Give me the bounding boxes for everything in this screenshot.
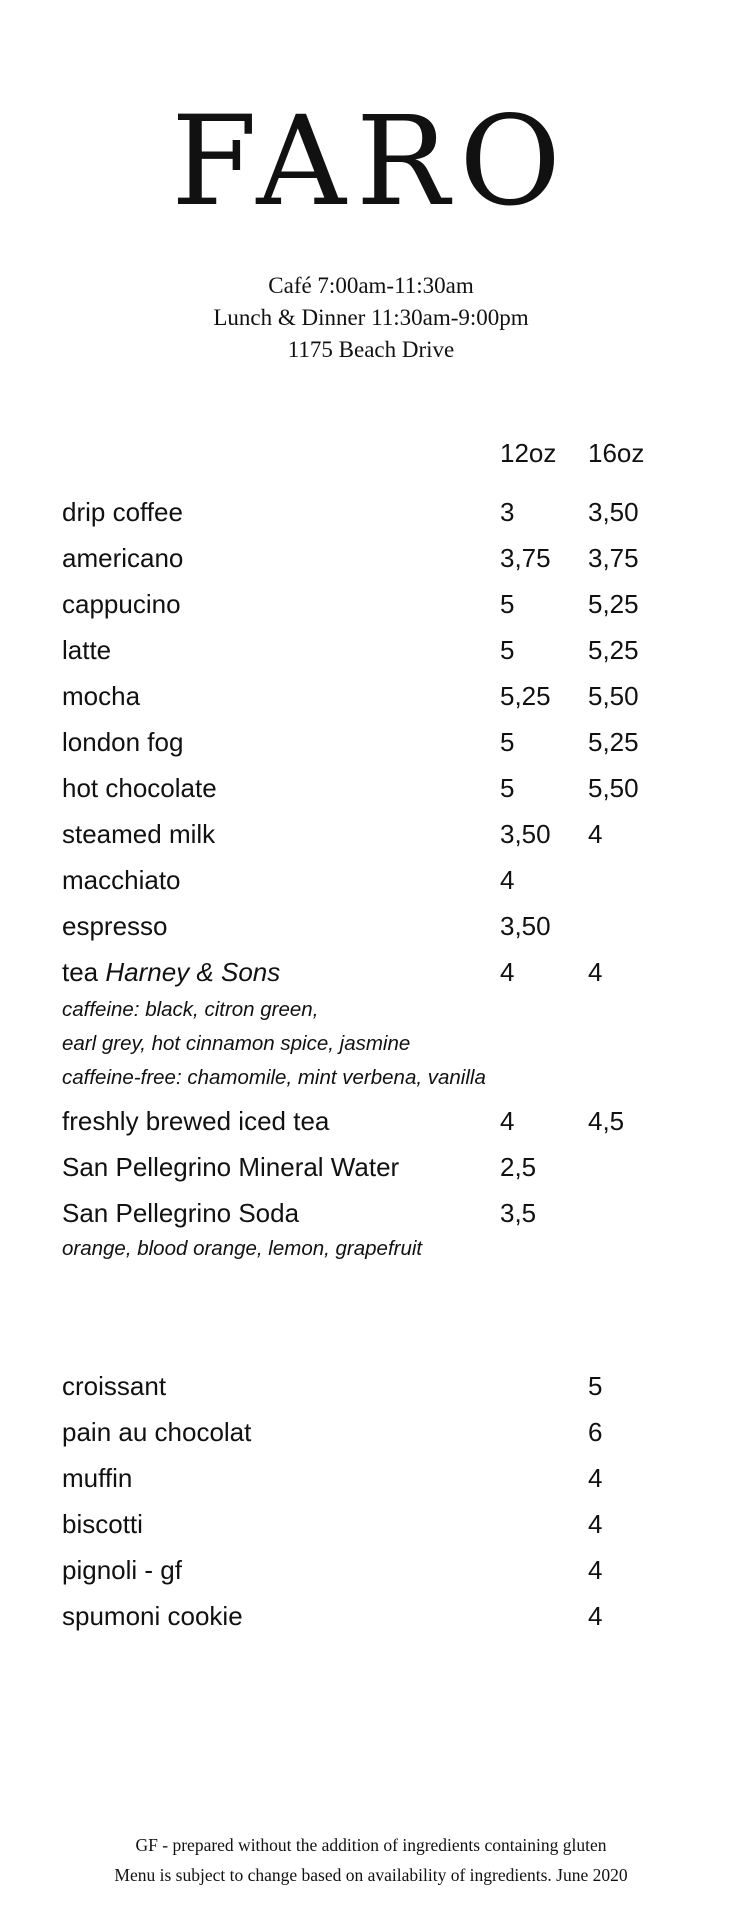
column-header-12oz: 12oz bbox=[500, 438, 557, 468]
item-name: drip coffee bbox=[62, 497, 183, 527]
menu-disclaimer: Menu is subject to change based on availability of ingredients. June 2020 bbox=[114, 1865, 628, 1885]
footer bbox=[0, 1830, 742, 1890]
price-16oz: 3,50 bbox=[588, 497, 639, 527]
item-name: San Pellegrino Mineral Water bbox=[62, 1152, 400, 1182]
price-12oz: 4 bbox=[500, 865, 515, 895]
drink-row bbox=[62, 1193, 682, 1233]
item-name: espresso bbox=[62, 911, 168, 941]
price: 4 bbox=[588, 1509, 603, 1539]
price-12oz: 4 bbox=[500, 957, 515, 987]
price: 6 bbox=[588, 1417, 603, 1447]
pastry-row bbox=[62, 1504, 682, 1544]
item-name: hot chocolate bbox=[62, 773, 217, 803]
item-name: mocha bbox=[62, 681, 141, 711]
price-16oz: 3,75 bbox=[588, 543, 639, 573]
soda-flavors-note: orange, blood orange, lemon, grapefruit bbox=[62, 1237, 423, 1260]
drink-row bbox=[62, 768, 682, 808]
item-name: latte bbox=[62, 635, 112, 665]
drink-row bbox=[62, 952, 682, 992]
pastry-row bbox=[62, 1596, 682, 1636]
drink-row bbox=[62, 1147, 682, 1187]
hours-block bbox=[0, 270, 742, 366]
price-12oz: 4 bbox=[500, 1106, 515, 1136]
item-name: San Pellegrino Soda bbox=[62, 1198, 300, 1228]
price-16oz: 5,50 bbox=[588, 773, 639, 803]
item-name: macchiato bbox=[62, 865, 181, 895]
price-12oz: 3,50 bbox=[500, 911, 551, 941]
price-12oz: 3 bbox=[500, 497, 515, 527]
drink-row bbox=[62, 492, 682, 532]
item-name: pignoli - gf bbox=[62, 1555, 182, 1585]
tea-brand: Harney & Sons bbox=[105, 957, 281, 987]
item-name: spumoni cookie bbox=[62, 1601, 243, 1631]
price: 5 bbox=[588, 1371, 603, 1401]
tea-note: caffeine-free: chamomile, mint verbena, vanilla bbox=[62, 1066, 486, 1089]
tea-note: earl grey, hot cinnamon spice, jasmine bbox=[62, 1032, 411, 1055]
item-name: london fog bbox=[62, 727, 184, 757]
price-16oz: 5,25 bbox=[588, 635, 639, 665]
item-name: croissant bbox=[62, 1371, 167, 1401]
item-name: freshly brewed iced tea bbox=[62, 1106, 330, 1136]
gluten-free-note: GF - prepared without the addition of ingredients containing gluten bbox=[135, 1835, 607, 1855]
item-name: muffin bbox=[62, 1463, 133, 1493]
tea-note: caffeine: black, citron green, bbox=[62, 998, 319, 1021]
item-name bbox=[62, 952, 280, 992]
pastry-row bbox=[62, 1412, 682, 1452]
drink-row bbox=[62, 906, 682, 946]
price-16oz: 5,50 bbox=[588, 681, 639, 711]
drink-row bbox=[62, 860, 682, 900]
price-16oz: 5,25 bbox=[588, 727, 639, 757]
price-12oz: 5,25 bbox=[500, 681, 551, 711]
price-16oz: 4 bbox=[588, 819, 603, 849]
item-name: pain au chocolat bbox=[62, 1417, 252, 1447]
tea-label: tea bbox=[62, 957, 99, 987]
item-name: americano bbox=[62, 543, 184, 573]
price-12oz: 3,50 bbox=[500, 819, 551, 849]
restaurant-name: FARO bbox=[171, 90, 571, 234]
drink-row bbox=[62, 722, 682, 762]
drink-row bbox=[62, 676, 682, 716]
price: 4 bbox=[588, 1463, 603, 1493]
price-12oz: 3,75 bbox=[500, 543, 551, 573]
cafe-hours: Café 7:00am-11:30am bbox=[268, 273, 474, 298]
pastry-row bbox=[62, 1366, 682, 1406]
price-12oz: 2,5 bbox=[500, 1152, 537, 1182]
price-12oz: 5 bbox=[500, 589, 515, 619]
pastry-row bbox=[62, 1550, 682, 1590]
price-16oz: 5,25 bbox=[588, 589, 639, 619]
column-header-16oz: 16oz bbox=[588, 438, 645, 468]
price: 4 bbox=[588, 1601, 603, 1631]
drink-row bbox=[62, 630, 682, 670]
drink-row bbox=[62, 538, 682, 578]
drink-row bbox=[62, 584, 682, 624]
drink-row bbox=[62, 1101, 682, 1141]
item-name: biscotti bbox=[62, 1509, 143, 1539]
item-name: steamed milk bbox=[62, 819, 216, 849]
pastry-row bbox=[62, 1458, 682, 1498]
price-16oz: 4,5 bbox=[588, 1106, 625, 1136]
price-12oz: 5 bbox=[500, 727, 515, 757]
price-12oz: 3,5 bbox=[500, 1198, 537, 1228]
address: 1175 Beach Drive bbox=[287, 337, 455, 362]
price-12oz: 5 bbox=[500, 635, 515, 665]
price-12oz: 5 bbox=[500, 773, 515, 803]
price-16oz: 4 bbox=[588, 957, 603, 987]
item-name: cappucino bbox=[62, 589, 181, 619]
lunch-dinner-hours: Lunch & Dinner 11:30am-9:00pm bbox=[213, 305, 529, 330]
drink-row bbox=[62, 814, 682, 854]
price: 4 bbox=[588, 1555, 603, 1585]
